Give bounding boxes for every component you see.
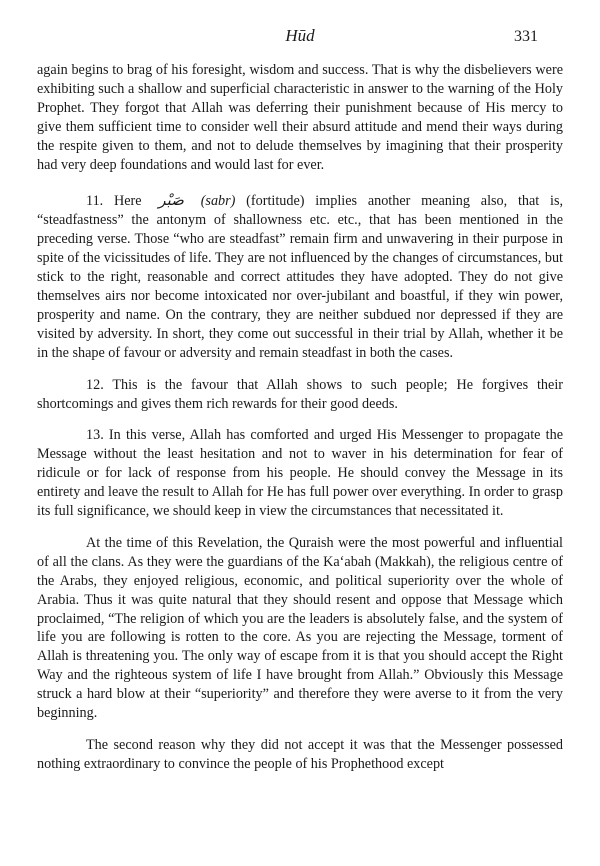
surah-name-header: Hūd: [285, 26, 315, 45]
note-11-paragraph: [37, 191, 563, 362]
second-reason-paragraph: The second reason why they did not accept it was that the Messenger possessed nothing extraordinary to convince the people of his Prophethood except: [37, 737, 563, 772]
note-11-lead: 11. Here: [86, 193, 142, 210]
quraish-paragraph: At the time of this Revelation, the Quraish were the most powerful and influential of all the clans. As they were the guardians of the Ka‘abah (Makkah), the religious centre of the Arabs, they enjoyed religious, economic, and political superiority over the whole of Arabia. Thus it was quite natural that they should resent and oppose that Message which proclaimed, “The religion of which you are the leaders is absolutely false, and the system of life you are following is rotten to the core. As you are rejecting the Message, torment of Allah is threatening you. The only way of escape from it is that you should accept the Right Way and the righteous system of life I have brought from Allah.” Obviously this Message struck a hard blow at their “superiority” and therefore they were averse to it from the very beginning.: [37, 534, 563, 722]
note-13-paragraph: 13. In this verse, Allah has comforted and urged His Messenger to propagate the Message without the least hesitation and not to waver in his determination for fear of ridicule or for lack of response from his people. He should convey the Message in its entirety and leave the result to Allah for He has full power over everything. In order to grasp its full significance, we should keep in view the circumstances that necessitated it.: [37, 427, 563, 520]
running-head: [0, 26, 600, 50]
arabic-term-sabr: صَبْر: [158, 191, 184, 210]
note-12-paragraph: 12. This is the favour that Allah shows to such people; He forgives their shortcomings and gives them rich rewards for their good deeds.: [37, 376, 563, 412]
transliteration-sabr: (sabr): [200, 193, 236, 210]
paragraph-continued: again begins to brag of his foresight, wisdom and success. That is why the disbelievers were exhibiting such a shallow and superficial characteristic in answer to the warning of the Holy Prophet. They forgot that Allah was deferring their punishment because of His mercy to give them sufficient time to consider well their absurd attitude and mend their ways during the respite given to them, and not to delude themselves by imagining that their prosperity had very deep foundations and would last for ever.: [37, 62, 563, 173]
commentary-text: [37, 61, 563, 774]
page-number: 331: [514, 28, 538, 45]
note-11-body: (fortitude) implies another meaning also, that is, “steadfastness” the antonym of shallowness etc. etc., that has been mentioned in the preceding verse. Those “who are steadfast” remain firm and unwavering in their purpose in spite of the vicissitudes of life. They are not influenced by the changes of circumstances, but stick to the right, reasonable and correct attitudes they have adopted. They do not give themselves airs nor become intoxicated nor over-jubilant and boastful, if they win power, prosperity and name. On the contrary, they are neither subdued nor depressed if they are visited by adversity. In short, they come out successful in their trial by Allah, whether it be in the shape of favour or adversity and remain steadfast in both the cases.: [37, 193, 564, 361]
